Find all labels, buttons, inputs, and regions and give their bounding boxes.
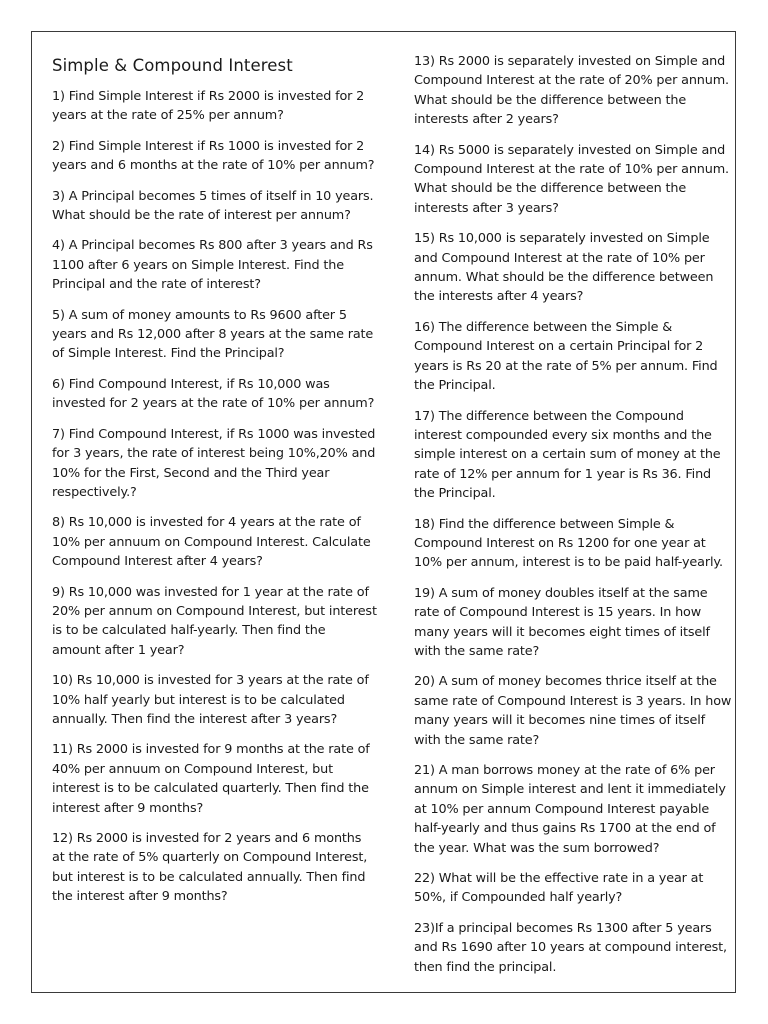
worksheet-page	[31, 31, 736, 993]
right-column	[414, 52, 734, 988]
question-17: 17) The difference between the Compound interest compounded every six months and the simple interest on a certain sum of money at the rate of 12% per annum for 1 year is Rs 36. Find the Principal.	[414, 408, 721, 502]
question-19: 19) A sum of money doubles itself at the same rate of Compound Interest is 15 years. In how many years will it becomes eight times of itself with the same rate?	[414, 585, 710, 659]
question-12: 12) Rs 2000 is invested for 2 years and 6 months at the rate of 5% quarterly on Compound Interest, but interest is to be calculated annually. Then find the interest after 9 months?	[52, 831, 368, 905]
question-5: 5) A sum of money amounts to Rs 9600 after 5 years and Rs 12,000 after 8 years at the same rate of Simple Interest. Find the Principal?	[52, 307, 374, 362]
question-22: 22) What will be the effective rate in a year at 50%, if Compounded half yearly?	[414, 871, 704, 906]
question-11: 11) Rs 2000 is invested for 9 months at the rate of 40% per annuum on Compound Interest, but interest is to be calculated quarterly. Then find the interest after 9 months?	[52, 742, 370, 816]
question-2: 2) Find Simple Interest if Rs 1000 is invested for 2 years and 6 months at the rate of 10% per annum?	[52, 138, 375, 174]
question-1: 1) Find Simple Interest if Rs 2000 is invested for 2 years at the rate of 25% per annum?	[52, 89, 365, 124]
question-7: 7) Find Compound Interest, if Rs 1000 was invested for 3 years, the rate of interest being 10%,20% and 10% for the First, Second and the Third year respectively.?	[52, 426, 376, 500]
question-3: 3) A Principal becomes 5 times of itself in 10 years. What should be the rate of interest per annum?	[52, 188, 374, 224]
question-9: 9) Rs 10,000 was invested for 1 year at the rate of 20% per annum on Compound Interest, but interest is to be calculated half-yearly. Then find the amount after 1 year?	[52, 584, 377, 658]
page-title: Simple & Compound Interest	[52, 56, 293, 75]
question-4: 4) A Principal becomes Rs 800 after 3 years and Rs 1100 after 6 years on Simple Interest. Find the Principal and the rate of interest?	[52, 238, 373, 293]
question-20: 20) A sum of money becomes thrice itself at the same rate of Compound Interest is 3 years. In how many years will it becomes nine times of itself with the same rate?	[414, 674, 732, 748]
question-13: 13) Rs 2000 is separately invested on Simple and Compound Interest at the rate of 20% per annum. What should be the difference between the interests after 2 years?	[414, 54, 729, 128]
question-16: 16) The difference between the Simple & Compound Interest on a certain Principal for 2 years is Rs 20 at the rate of 5% per annum. Find the Principal.	[414, 319, 718, 394]
question-14: 14) Rs 5000 is separately invested on Simple and Compound Interest at the rate of 10% per annum. What should be the difference between the interests after 3 years?	[414, 142, 729, 216]
question-10: 10) Rs 10,000 is invested for 3 years at the rate of 10% half yearly but interest is to be calculated annually. Then find the interest after 3 years?	[52, 673, 369, 727]
left-column	[52, 52, 377, 918]
question-8: 8) Rs 10,000 is invested for 4 years at the rate of 10% per annuum on Compound Interest. Calculate Compound Interest after 4 years?	[52, 515, 371, 570]
question-23: 23)If a principal becomes Rs 1300 after 5 years and Rs 1690 after 10 years at compound interest, then find the principal.	[414, 920, 727, 975]
question-18: 18) Find the difference between Simple & Compound Interest on Rs 1200 for one year at 10% per annum, interest is to be paid half-yearly.	[414, 516, 723, 571]
question-15: 15) Rs 10,000 is separately invested on Simple and Compound Interest at the rate of 10% per annum. What should be the difference between the interests after 4 years?	[414, 231, 714, 305]
question-6: 6) Find Compound Interest, if Rs 10,000 was invested for 2 years at the rate of 10% per annum?	[52, 376, 375, 412]
question-21: 21) A man borrows money at the rate of 6% per annum on Simple interest and lent it immediately at 10% per annum Compound Interest payable half-yearly and thus gains Rs 1700 at the end of the year. What was the sum borrowed?	[414, 763, 726, 856]
